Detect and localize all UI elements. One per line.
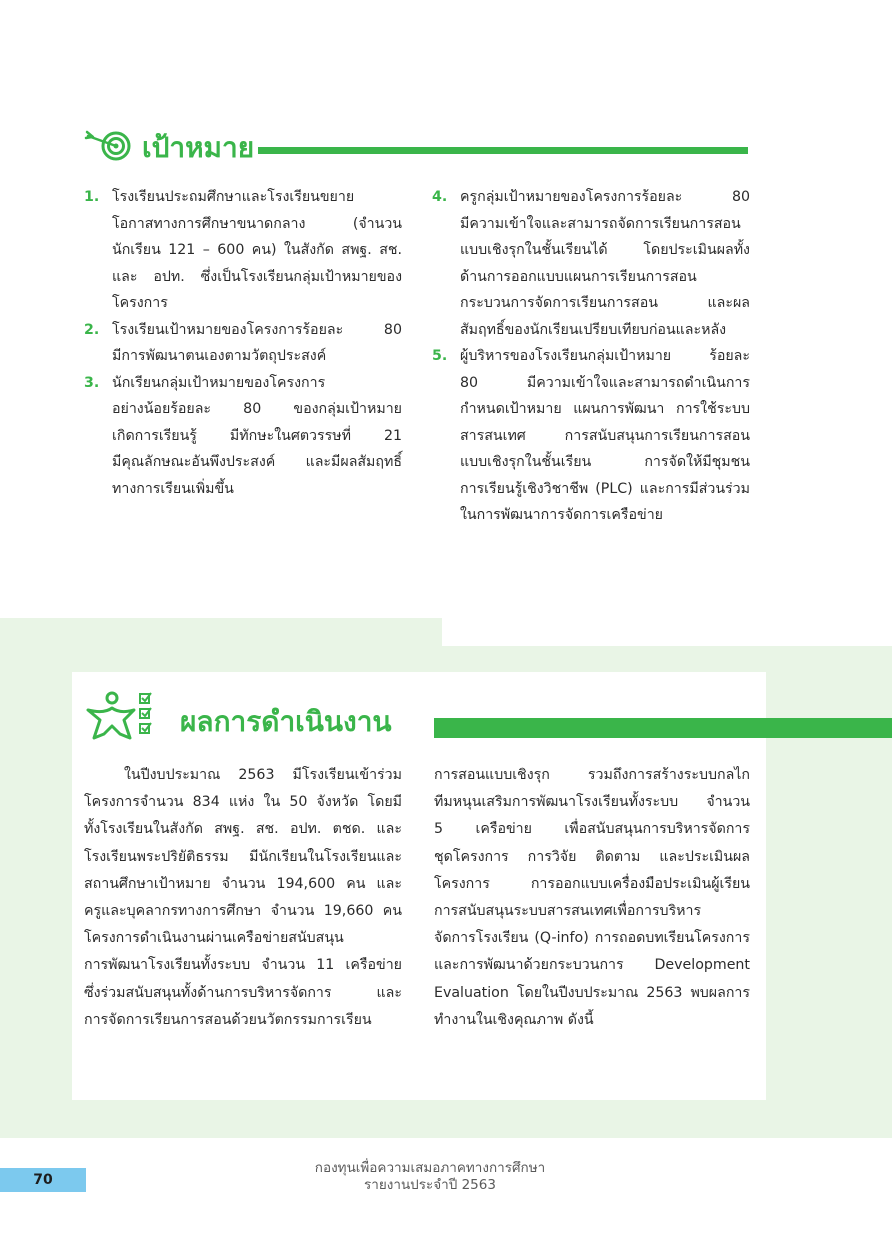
results-paragraph-line: การสอนแบบเชิงรุก รวมถึงการสร้างระบบกลไก (434, 767, 750, 783)
goal-item (432, 343, 750, 529)
results-paragraph-line: โรงเรียนพระปริยัติธรรม มีนักเรียนในโรงเรียนและ (84, 848, 402, 865)
goal-item-line: ครูกลุ่มเป้าหมายของโครงการร้อยละ 80 (460, 189, 750, 205)
goal-item-line: อย่างน้อยร้อยละ 80 ของกลุ่มเป้าหมาย (112, 401, 402, 417)
results-paragraph-line: 5 เครือข่าย เพื่อสนับสนุนการบริหารจัดการ (434, 821, 750, 838)
goal-item (84, 184, 402, 317)
goal-item-line: กระบวนการจัดการเรียนการสอน และผล (460, 295, 750, 311)
goals-heading-rule (258, 147, 748, 154)
goals-column-left (84, 184, 402, 502)
results-paragraph-line: สถานศึกษาเป้าหมาย จำนวน 194,600 คน และ (84, 875, 402, 892)
page-number: 70 (33, 1172, 53, 1188)
results-paragraph-line: และการพัฒนาด้วยกระบวนการ Development (434, 957, 750, 974)
results-paragraph-line: โครงการ การออกแบบเครื่องมือประเมินผู้เรียน (434, 875, 750, 892)
goal-item (84, 317, 402, 370)
results-paragraph-line: การพัฒนาโรงเรียนทั้งระบบ จำนวน 11 เครือข่าย (84, 957, 402, 974)
results-column-left (84, 762, 402, 1034)
goal-item-line: แบบเชิงรุกในชั้นเรียนได้ โดยประเมินผลทั้ง (460, 242, 750, 258)
goal-item-number: 4. (432, 189, 448, 205)
results-paragraph-line: ทีมหนุนเสริมการพัฒนาโรงเรียนทั้งระบบ จำนวน (434, 794, 750, 811)
goal-item-line: การเรียนรู้เชิงวิชาชีพ (PLC) และการมีส่วนร่วม (460, 480, 750, 497)
goal-item-line: และ อปท. ซึ่งเป็นโรงเรียนกลุ่มเป้าหมายของ (112, 268, 402, 285)
goal-item-number: 3. (84, 374, 100, 391)
goal-item-line: ด้านการออกแบบแผนการเรียนการสอน (460, 268, 697, 285)
results-paragraph-line: ครูและบุคลากรทางการศึกษา จำนวน 19,660 คน (84, 903, 402, 920)
goal-item-number: 2. (84, 321, 100, 338)
goal-item-line: ผู้บริหารของโรงเรียนกลุ่มเป้าหมาย ร้อยละ (460, 348, 750, 364)
goal-item-line: กำหนดเป้าหมาย แผนการพัฒนา การใช้ระบบ (460, 401, 750, 417)
goal-item-line: ทางการเรียนเพิ่มขึ้น (112, 480, 234, 497)
goal-item-line: นักเรียน 121 – 600 คน) ในสังกัด สพฐ. สช. (112, 242, 402, 258)
goal-item-line: โรงเรียนประถมศึกษาและโรงเรียนขยาย (112, 189, 355, 205)
goal-item-line: มีการพัฒนาตนเองตามวัตถุประสงค์ (112, 348, 327, 364)
results-paragraph-line: Evaluation โดยในปีงบประมาณ 2563 พบผลการ (434, 984, 750, 1001)
person-checklist-icon (84, 690, 164, 742)
goal-item-line: โครงการ (112, 295, 168, 311)
goal-item-number: 1. (84, 189, 100, 205)
results-paragraph-line: ซึ่งร่วมสนับสนุนทั้งด้านการบริหารจัดการ และ (84, 984, 402, 1001)
goal-item-line: เกิดการเรียนรู้ มีทักษะในศตวรรษที่ 21 (112, 427, 402, 444)
goal-item-line: ในการพัฒนาการจัดการเครือข่าย (460, 507, 663, 523)
results-paragraph-line: การจัดการเรียนการสอนด้วยนวัตกรรมการเรียน (84, 1011, 372, 1028)
results-heading: ผลการดำเนินงาน (180, 705, 392, 738)
results-paragraph-line: ในปีงบประมาณ 2563 มีโรงเรียนเข้าร่วม (124, 767, 402, 783)
results-background-tab (0, 618, 442, 648)
results-paragraph-line: ทั้งโรงเรียนในสังกัด สพฐ. สช. อปท. ตชด. และ (84, 821, 402, 838)
results-paragraph-line: โครงการจำนวน 834 แห่ง ใน 50 จังหวัด โดยมี (84, 794, 402, 811)
results-paragraph-line: จัดการโรงเรียน (Q-info) การถอดบทเรียนโครงการ (434, 930, 750, 947)
goal-item-line: นักเรียนกลุ่มเป้าหมายของโครงการ (112, 374, 326, 391)
goals-column-right (432, 184, 750, 529)
results-paragraph-line: ทำงานในเชิงคุณภาพ ดังนี้ (434, 1011, 594, 1028)
goal-item (432, 184, 750, 343)
goal-item-line: มีความเข้าใจและสามารถจัดการเรียนการสอน (460, 215, 741, 232)
goal-item-line: โอกาสทางการศึกษาขนาดกลาง (จำนวน (112, 215, 402, 232)
footer-line-report: รายงานประจำปี 2563 (364, 1177, 496, 1193)
goal-item-line: 80 มีความเข้าใจและสามารถดำเนินการ (460, 374, 750, 391)
results-paragraph-line: ชุดโครงการ การวิจัย ติดตาม และประเมินผล (434, 848, 750, 865)
goal-item-number: 5. (432, 348, 448, 364)
goal-item-line: มีคุณลักษณะอันพึงประสงค์ และมีผลสัมฤทธิ์ (112, 454, 402, 470)
goal-item-line: สัมฤทธิ์ของนักเรียนเปรียบเทียบก่อนและหลัง (460, 321, 727, 338)
goal-item-line: แบบเชิงรุกในชั้นเรียน การจัดให้มีชุมชน (460, 454, 750, 470)
footer-publisher (280, 1160, 580, 1194)
goal-item-line: โรงเรียนเป้าหมายของโครงการร้อยละ 80 (112, 321, 402, 338)
results-heading-rule (434, 718, 892, 738)
results-paragraph-line: การสนับสนุนระบบสารสนเทศเพื่อการบริหาร (434, 903, 702, 920)
results-column-right (434, 762, 750, 1034)
footer-line-organization: กองทุนเพื่อความเสมอภาคทางการศึกษา (314, 1160, 546, 1176)
goal-item-line: สารสนเทศ การสนับสนุนการเรียนการสอน (460, 427, 750, 444)
goals-heading: เป้าหมาย (142, 131, 255, 164)
goal-item (84, 370, 402, 503)
target-dart-icon (84, 128, 132, 168)
results-paragraph-line: โครงการดำเนินงานผ่านเครือข่ายสนับสนุน (84, 930, 344, 947)
